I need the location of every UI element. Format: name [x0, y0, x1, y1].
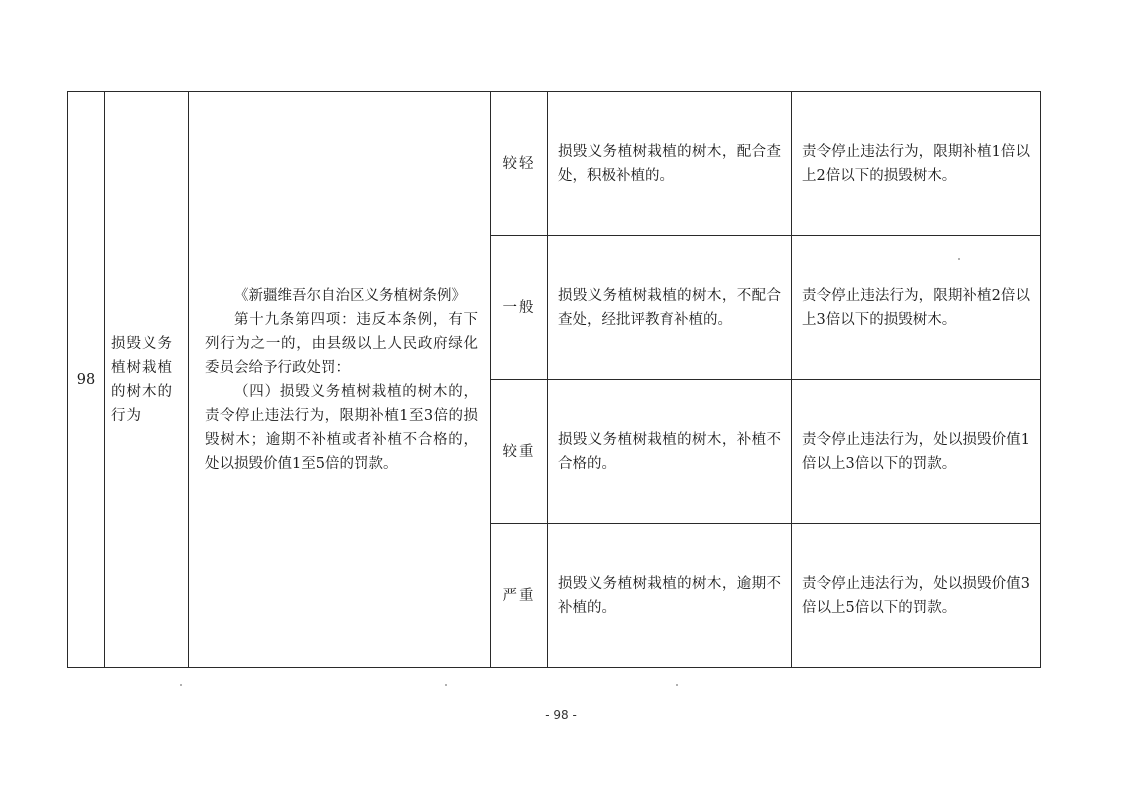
table-row-level-1	[68, 92, 1041, 236]
severity-level-cell	[491, 524, 548, 668]
severity-level-cell	[491, 380, 548, 524]
penalty-cell	[792, 380, 1041, 524]
scan-speck	[445, 684, 447, 686]
severity-level-cell	[491, 236, 548, 380]
severity-level: 较轻	[502, 155, 536, 172]
law-item: （四）损毁义务植树栽植的树木的，责令停止违法行为，限期补植1至3倍的损毁树木；逾期不补植或者补植不合格的，处以损毁价值1至5倍的罚款。	[205, 383, 478, 472]
scan-speck	[676, 684, 678, 686]
penalty-text: 责令停止违法行为，处以损毁价值3倍以上5倍以下的罚款。	[802, 575, 1030, 616]
severity-level-cell	[491, 92, 548, 236]
circumstance-text: 损毁义务植树栽植的树木，配合查处，积极补植的。	[558, 143, 781, 184]
penalty-text: 责令停止违法行为，处以损毁价值1倍以上3倍以下的罚款。	[802, 431, 1030, 472]
violation-act-cell	[105, 92, 189, 668]
severity-level: 较重	[502, 443, 536, 460]
page-number: - 98 -	[545, 708, 577, 722]
scan-speck	[180, 684, 182, 686]
severity-level: 严重	[502, 587, 536, 604]
item-number-cell	[68, 92, 105, 668]
penalty-text: 责令停止违法行为，限期补植1倍以上2倍以下的损毁树木。	[802, 143, 1030, 184]
violation-act: 损毁义务植树栽植的树木的行为	[111, 335, 173, 424]
penalty-text: 责令停止违法行为，限期补植2倍以上3倍以下的损毁树木。	[802, 287, 1030, 328]
item-number: 98	[76, 371, 96, 388]
penalty-cell	[792, 524, 1041, 668]
law-title: 《新疆维吾尔自治区义务植树条例》	[234, 287, 466, 304]
severity-level: 一般	[502, 299, 536, 316]
law-clause: 第十九条第四项：违反本条例，有下列行为之一的，由县级以上人民政府绿化委员会给予行政处罚：	[205, 311, 478, 376]
circumstance-cell	[548, 380, 792, 524]
penalty-cell	[792, 236, 1041, 380]
circumstance-cell	[548, 236, 792, 380]
penalty-cell	[792, 92, 1041, 236]
circumstance-text: 损毁义务植树栽植的树木，逾期不补植的。	[558, 575, 781, 616]
circumstance-text: 损毁义务植树栽植的树木，补植不合格的。	[558, 431, 781, 472]
legal-basis-cell	[189, 92, 491, 668]
scan-speck	[958, 258, 960, 260]
penalty-standard-table	[67, 91, 1041, 668]
circumstance-cell	[548, 92, 792, 236]
circumstance-text: 损毁义务植树栽植的树木，不配合查处，经批评教育补植的。	[558, 287, 781, 328]
circumstance-cell	[548, 524, 792, 668]
